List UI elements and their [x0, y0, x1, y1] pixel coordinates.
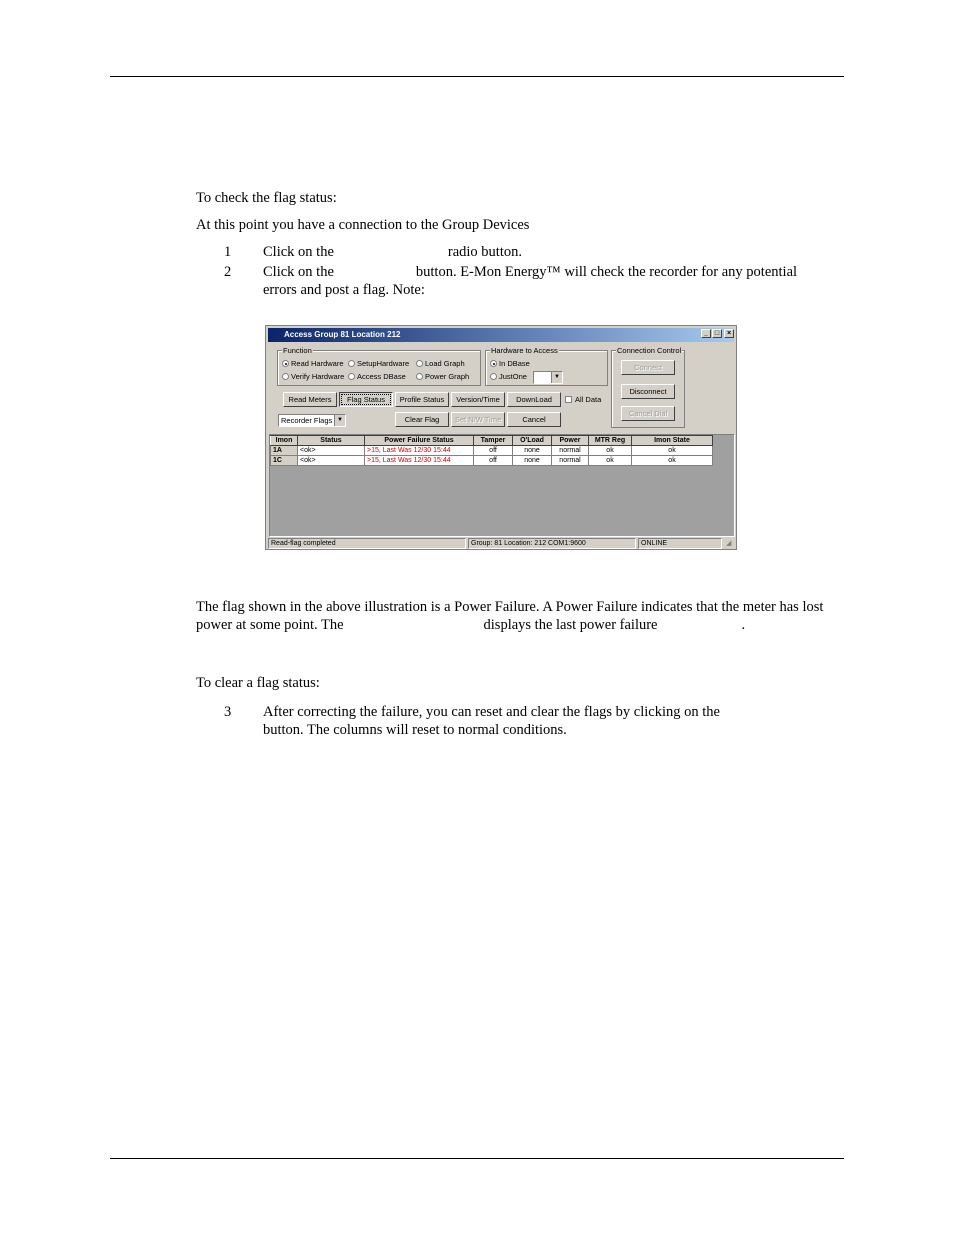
flag-paragraph-text-a: power at some point. The	[196, 617, 344, 633]
cell-mtr-reg: ok	[589, 446, 632, 456]
cancel-dial-button[interactable]: Cancel Dial	[621, 406, 675, 421]
radio-label: SetupHardware	[357, 359, 410, 368]
clear-flag-intro: To clear a flag status:	[196, 675, 320, 691]
function-group-label: Function	[283, 346, 312, 355]
radio-power-graph[interactable]	[416, 372, 469, 381]
radio-label: In DBase	[499, 359, 530, 368]
radio-icon	[282, 373, 289, 380]
cell-oload: none	[513, 456, 552, 466]
radio-label: Load Graph	[425, 359, 465, 368]
hardware-group-label: Hardware to Access	[491, 346, 558, 355]
footer-rule	[110, 1158, 844, 1159]
col-header-imon-state: Imon State	[632, 436, 713, 446]
col-header-tamper: Tamper	[474, 436, 513, 446]
radio-access-dbase[interactable]	[348, 372, 406, 381]
hardware-group	[485, 346, 608, 386]
radio-just-one[interactable]	[490, 372, 527, 381]
radio-icon	[348, 373, 355, 380]
chevron-down-icon: ▼	[551, 372, 562, 383]
step-1-text-b: radio button.	[447, 244, 522, 260]
close-icon[interactable]: ×	[724, 329, 734, 338]
download-button[interactable]: DownLoad	[507, 392, 561, 407]
flag-paragraph-line-1: The flag shown in the above illustration is a Power Failure. A Power Failure indicates that the meter has lost	[196, 599, 824, 615]
step-2-text-a: Click on the	[263, 264, 334, 280]
radio-label: JustOne	[499, 372, 527, 381]
header-rule	[110, 76, 844, 77]
flag-type-value: Recorder Flags	[281, 416, 333, 425]
step-3-text-a: After correcting the failure, you can reset and clear the flags by clicking on the	[263, 704, 720, 720]
chevron-down-icon: ▼	[334, 415, 345, 426]
flag-paragraph-text-c: .	[741, 617, 746, 633]
flag-status-table	[270, 435, 713, 466]
cell-imon: 1C	[271, 456, 298, 466]
table-header-row	[271, 436, 713, 446]
just-one-select[interactable]	[533, 371, 563, 384]
col-header-status: Status	[298, 436, 365, 446]
radio-icon	[490, 373, 497, 380]
status-message: Read-flag completed	[268, 538, 466, 549]
cancel-button[interactable]: Cancel	[507, 412, 561, 427]
cell-tamper: off	[474, 446, 513, 456]
cell-oload: none	[513, 446, 552, 456]
profile-status-button[interactable]: Profile Status	[395, 392, 449, 407]
col-header-power: Power	[552, 436, 589, 446]
window-title: Access Group 81 Location 212	[284, 330, 401, 339]
step-2-text-c: errors and post a flag. Note:	[263, 282, 425, 298]
clear-flag-button[interactable]: Clear Flag	[395, 412, 449, 427]
access-group-window	[265, 325, 737, 550]
disconnect-button[interactable]: Disconnect	[621, 384, 675, 399]
version-time-button[interactable]: Version/Time	[451, 392, 505, 407]
radio-label: Power Graph	[425, 372, 470, 381]
read-meters-button[interactable]: Read Meters	[283, 392, 337, 407]
cell-power-failure: >15, Last Was 12/30 15:44	[365, 456, 474, 466]
radio-icon	[416, 373, 423, 380]
radio-label: Verify Hardware	[291, 372, 345, 381]
radio-icon	[348, 360, 355, 367]
col-header-imon: Imon	[271, 436, 298, 446]
status-connection: Group: 81 Location: 212 COM1:9600	[468, 538, 636, 549]
step-1-text-a: Click on the	[263, 244, 334, 260]
table-row[interactable]	[271, 456, 713, 466]
radio-setup-hardware[interactable]	[348, 359, 409, 368]
cell-tamper: off	[474, 456, 513, 466]
col-header-mtr-reg: MTR Reg	[589, 436, 632, 446]
cell-imon-state: ok	[632, 456, 713, 466]
step-2-text	[263, 263, 797, 281]
flag-paragraph-line-2	[196, 616, 745, 634]
cell-imon: 1A	[271, 446, 298, 456]
step-1-text	[263, 243, 522, 261]
cell-imon-state: ok	[632, 446, 713, 456]
radio-label: Access DBase	[357, 372, 406, 381]
status-bar	[268, 538, 734, 549]
step-number: 3	[224, 704, 232, 720]
step-number: 1	[224, 244, 232, 260]
check-flag-intro: To check the flag status:	[196, 190, 337, 206]
all-data-checkbox[interactable]	[565, 395, 601, 404]
table-row[interactable]	[271, 446, 713, 456]
radio-load-graph[interactable]	[416, 359, 465, 368]
flag-paragraph-text-b: displays the last power failure	[483, 617, 658, 633]
function-group	[277, 346, 481, 386]
checkbox-icon	[565, 396, 572, 403]
connection-note: At this point you have a connection to the Group Devices	[196, 217, 530, 233]
minimize-icon[interactable]: _	[701, 329, 711, 338]
step-3-text-c: button. The columns will reset to normal conditions.	[263, 722, 567, 738]
cell-mtr-reg: ok	[589, 456, 632, 466]
status-online: ONLINE	[638, 538, 722, 549]
radio-label: Read Hardware	[291, 359, 344, 368]
connection-group-label: Connection Control	[617, 346, 682, 355]
set-nw-time-button[interactable]: Set N/W Time	[451, 412, 505, 427]
flag-status-grid	[269, 434, 735, 537]
radio-in-dbase[interactable]	[490, 359, 530, 368]
cell-status: <ok>	[298, 446, 365, 456]
step-2-text-b: button. E-Mon Energy™ will check the recorder for any potential	[415, 264, 798, 280]
radio-icon	[416, 360, 423, 367]
connection-control-group	[611, 346, 685, 428]
col-header-oload: O'Load	[513, 436, 552, 446]
all-data-label: All Data	[575, 395, 602, 404]
maximize-icon[interactable]: □	[712, 329, 722, 338]
radio-selected-icon	[282, 360, 289, 367]
radio-verify-hardware[interactable]	[282, 372, 344, 381]
flag-type-select[interactable]	[278, 414, 346, 427]
flag-status-button[interactable]: Flag Status	[339, 392, 393, 407]
col-header-power-failure: Power Failure Status	[365, 436, 474, 446]
connect-button[interactable]: Connect	[621, 360, 675, 375]
window-titlebar	[268, 328, 734, 342]
cell-power: normal	[552, 446, 589, 456]
radio-selected-icon	[490, 360, 497, 367]
radio-read-hardware[interactable]	[282, 359, 344, 368]
resize-grip-icon[interactable]: ◢	[726, 540, 732, 547]
cell-status: <ok>	[298, 456, 365, 466]
cell-power-failure: >15, Last Was 12/30 15:44	[365, 446, 474, 456]
cell-power: normal	[552, 456, 589, 466]
step-number: 2	[224, 264, 232, 280]
